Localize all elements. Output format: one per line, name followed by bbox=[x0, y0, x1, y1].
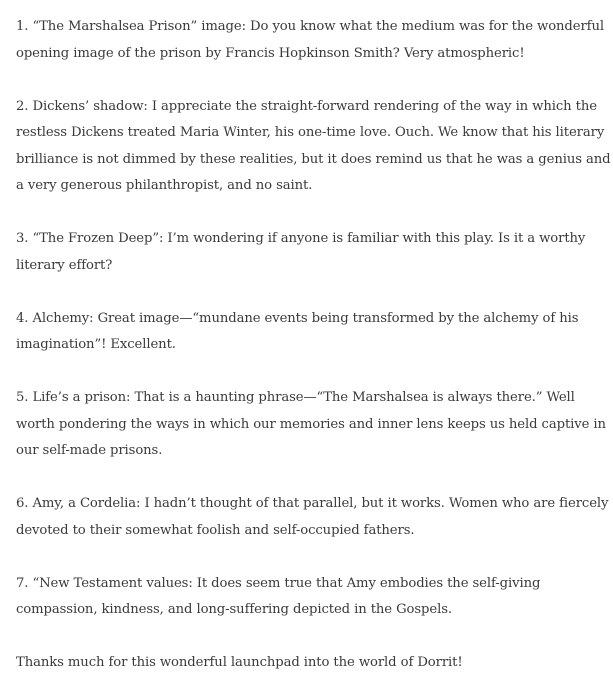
point-3-paragraph: 3. “The Frozen Deep”: I’m wondering if anyone is familiar with this play. Is it a worthy literary effort? bbox=[16, 231, 586, 273]
point-2-paragraph: 2. Dickens’ shadow: I appreciate the straight-forward rendering of the way in which the restless Dickens treated Maria Winter, his one-time love. Ouch. We know that his literary brilliance is not dimmed by these realities, but it does remind us that he was a genius and a very generous philanthropist, and no saint. bbox=[16, 98, 611, 193]
point-5-paragraph: 5. Life’s a prison: That is a haunting phrase—“The Marshalsea is always there.” Well worth pondering the ways in which our memories and inner lens keeps us held captive in our self-made prisons. bbox=[16, 390, 606, 458]
point-1-paragraph: 1. “The Marshalsea Prison” image: Do you know what the medium was for the wonderful opening image of the prison by Francis Hopkinson Smith? Very atmospheric! bbox=[16, 19, 604, 61]
point-6-paragraph: 6. Amy, a Cordelia: I hadn’t thought of that parallel, but it works. Women who are fiercely devoted to their somewhat foolish and self-occupied fathers. bbox=[16, 496, 609, 538]
point-4-paragraph: 4. Alchemy: Great image—“mundane events being transformed by the alchemy of his imagination”! Excellent. bbox=[16, 310, 579, 352]
point-7-paragraph: 7. “New Testament values: It does seem true that Amy embodies the self-giving compassion, kindness, and long-suffering depicted in the Gospels. bbox=[16, 575, 541, 617]
comment-body bbox=[16, 14, 613, 677]
closing-paragraph: Thanks much for this wonderful launchpad into the world of Dorrit! bbox=[16, 655, 463, 670]
